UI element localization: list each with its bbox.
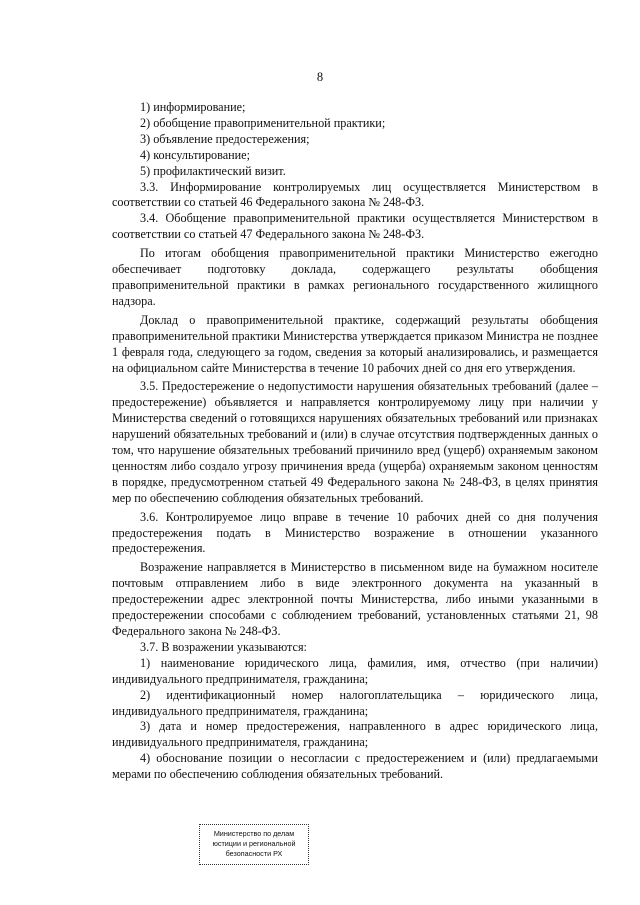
paragraph-3-3: 3.3. Информирование контролируемых лиц осуществляется Министерством в соответствии со статьей 46 Федерального закона № 248-ФЗ. (112, 179, 598, 210)
list-item-warning: 3) объявление предостережения; (140, 131, 310, 146)
paragraph-3-7: 3.7. В возражении указываются: (140, 639, 307, 654)
objection-item-2: 2) идентификационный номер налогоплательщика – юридического лица, индивидуального предпринимателя, гражданина; (112, 687, 598, 718)
paragraph-3-6: 3.6. Контролируемое лицо вправе в течение 10 рабочих дней со дня получения предостережения подать в Министерство возражение в отношении указанного предостережения. (112, 509, 598, 556)
paragraph-annual-report: По итогам обобщения правоприменительной практики Министерство ежегодно обеспечивает подготовку доклада, содержащего результаты обобщения правоприменительной практики в рамках регионального государственного жилищного надзора. (112, 246, 598, 308)
page-number: 8 (316, 70, 324, 84)
ministry-stamp (199, 824, 309, 865)
stamp-line-3: безопасности РХ (225, 849, 283, 858)
objection-item-1: 1) наименование юридического лица, фамилия, имя, отчество (при наличии) индивидуального предпринимателя, гражданина; (112, 655, 598, 686)
list-item-consulting: 4) консультирование; (140, 147, 250, 162)
list-item-preventive-visit: 5) профилактический визит. (140, 163, 286, 178)
stamp-line-2: юстиции и региональной (212, 839, 296, 848)
list-item-generalization: 2) обобщение правоприменительной практики; (140, 115, 386, 130)
document-body (112, 100, 598, 783)
paragraph-3-4: 3.4. Обобщение правоприменительной практики осуществляется Министерством в соответствии со статьей 47 Федерального закона № 248-ФЗ. (112, 211, 598, 242)
list-item-informing: 1) информирование; (140, 100, 246, 114)
stamp-line-1: Министерство по делам (213, 829, 295, 838)
objection-item-3: 3) дата и номер предостережения, направленного в адрес юридического лица, индивидуального предпринимателя, гражданина; (112, 719, 598, 750)
paragraph-3-5: 3.5. Предостережение о недопустимости нарушения обязательных требований (далее – предостережение) объявляется и направляется контролируемому лицу при наличии у Министерства сведений о готовящихся нарушениях обязательных требований или признаках нарушений обязательных требований и (или) в случае отсутствия подтвержденных данных о том, что нарушение обязательных требований причинило вред (ущерб) охраняемым законом ценностям либо создало угрозу причинения вреда (ущерба) охраняемым законом ценностям в порядке, предусмотренном статьей 49 Федерального закона № 248-ФЗ, в целях принятия мер по обеспечению соблюдения обязательных требований. (112, 379, 598, 505)
paragraph-objection: Возражение направляется в Министерство в письменном виде на бумажном носителе почтовым отправлением либо в виде электронного документа на указанный в предостережении адрес электронной почты Министерства, либо иными указанными в предостережении способами с соблюдением требований, установленных статьями 21, 98 Федерального закона № 248-ФЗ. (112, 560, 598, 638)
paragraph-report-approval: Доклад о правоприменительной практике, содержащий результаты обобщения правоприменительной практики Министерства утверждается приказом Министра не позднее 1 февраля года, следующего за годом, сведения за который анализировались, и размещается на официальном сайте Министерства в течение 10 рабочих дней со дня его утверждения. (112, 312, 598, 375)
objection-item-4: 4) обоснование позиции о несогласии с предостережением и (или) предлагаемыми мерами по обеспечению соблюдения обязательных требований. (112, 751, 598, 782)
